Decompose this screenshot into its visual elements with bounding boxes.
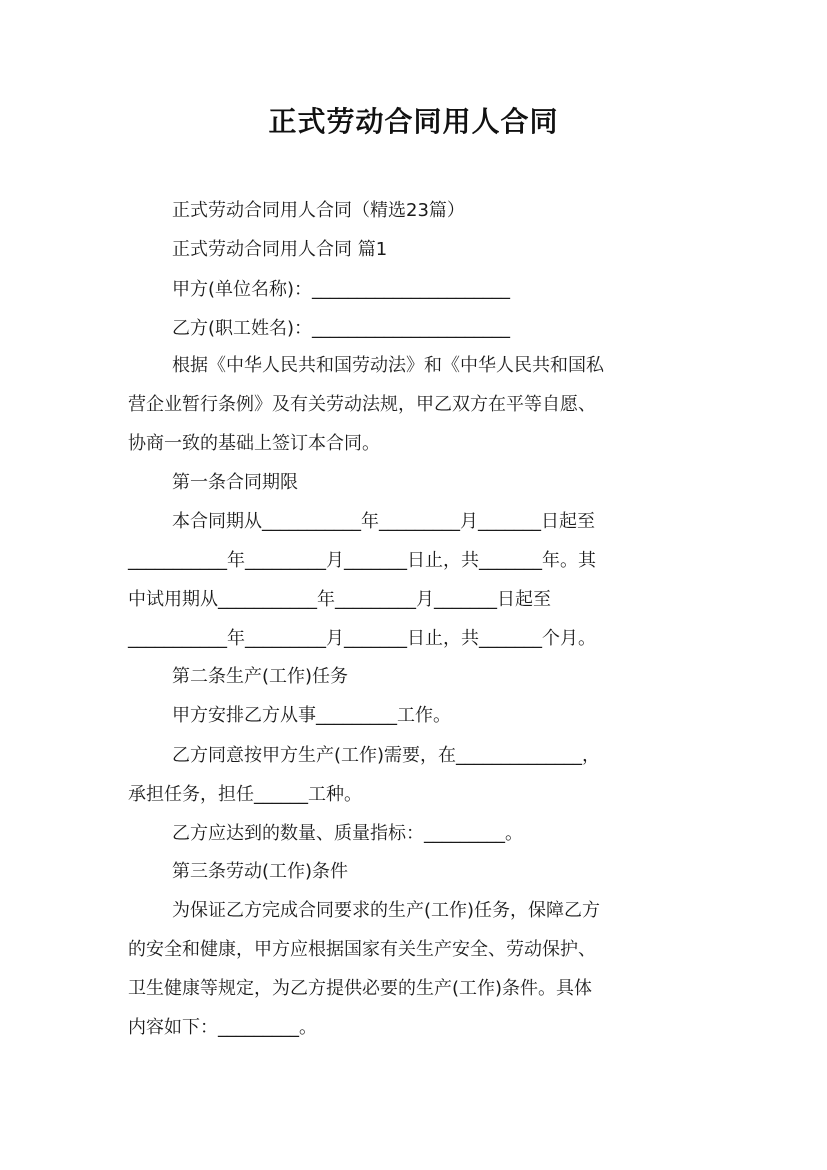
clause-1-line-b: ___________年_________月_______日止，共_______年。其 — [128, 550, 596, 571]
subtitle-line: 正式劳动合同用人合同（精选23篇） — [172, 200, 465, 221]
clause-3-line-d: 内容如下：_________。 — [128, 1017, 317, 1038]
party-a-line: 甲方(单位名称)：______________________ — [172, 279, 511, 300]
clause-2-line-b: 乙方同意按甲方生产(工作)需要，在______________， — [172, 745, 601, 766]
clause-3-heading: 第三条劳动(工作)条件 — [172, 861, 349, 882]
clause-1-heading: 第一条合同期限 — [172, 472, 298, 493]
clause-1-line-c: 中试用期从___________年_________月_______日起至 — [128, 589, 551, 610]
clause-2-line-d: 乙方应达到的数量、质量指标：_________。 — [172, 823, 523, 844]
party-b-line: 乙方(职工姓名)：______________________ — [172, 318, 511, 339]
intro-line-3: 协商一致的基础上签订本合同。 — [128, 433, 380, 454]
intro-line-2: 营企业暂行条例》及有关劳动法规，甲乙双方在平等自愿、 — [128, 394, 596, 415]
clause-2-heading: 第二条生产(工作)任务 — [172, 666, 349, 687]
document-title: 正式劳动合同用人合同 — [268, 105, 559, 138]
clause-1-line-d: ___________年_________月_______日止，共_______个月。 — [128, 628, 596, 649]
clause-3-line-a: 为保证乙方完成合同要求的生产(工作)任务，保障乙方 — [172, 900, 601, 921]
clause-2-line-c: 承担任务，担任______工种。 — [128, 784, 362, 805]
clause-1-line-a: 本合同期从___________年_________月_______日起至 — [172, 511, 595, 532]
intro-line-1: 根据《中华人民共和国劳动法》和《中华人民共和国私 — [172, 355, 604, 376]
clause-3-line-b: 的安全和健康，甲方应根据国家有关生产安全、劳动保护、 — [128, 939, 596, 960]
clause-2-line-a: 甲方安排乙方从事_________工作。 — [172, 705, 451, 726]
article-heading-line: 正式劳动合同用人合同 篇1 — [172, 239, 388, 260]
clause-3-line-c: 卫生健康等规定，为乙方提供必要的生产(工作)条件。具体 — [128, 978, 593, 999]
